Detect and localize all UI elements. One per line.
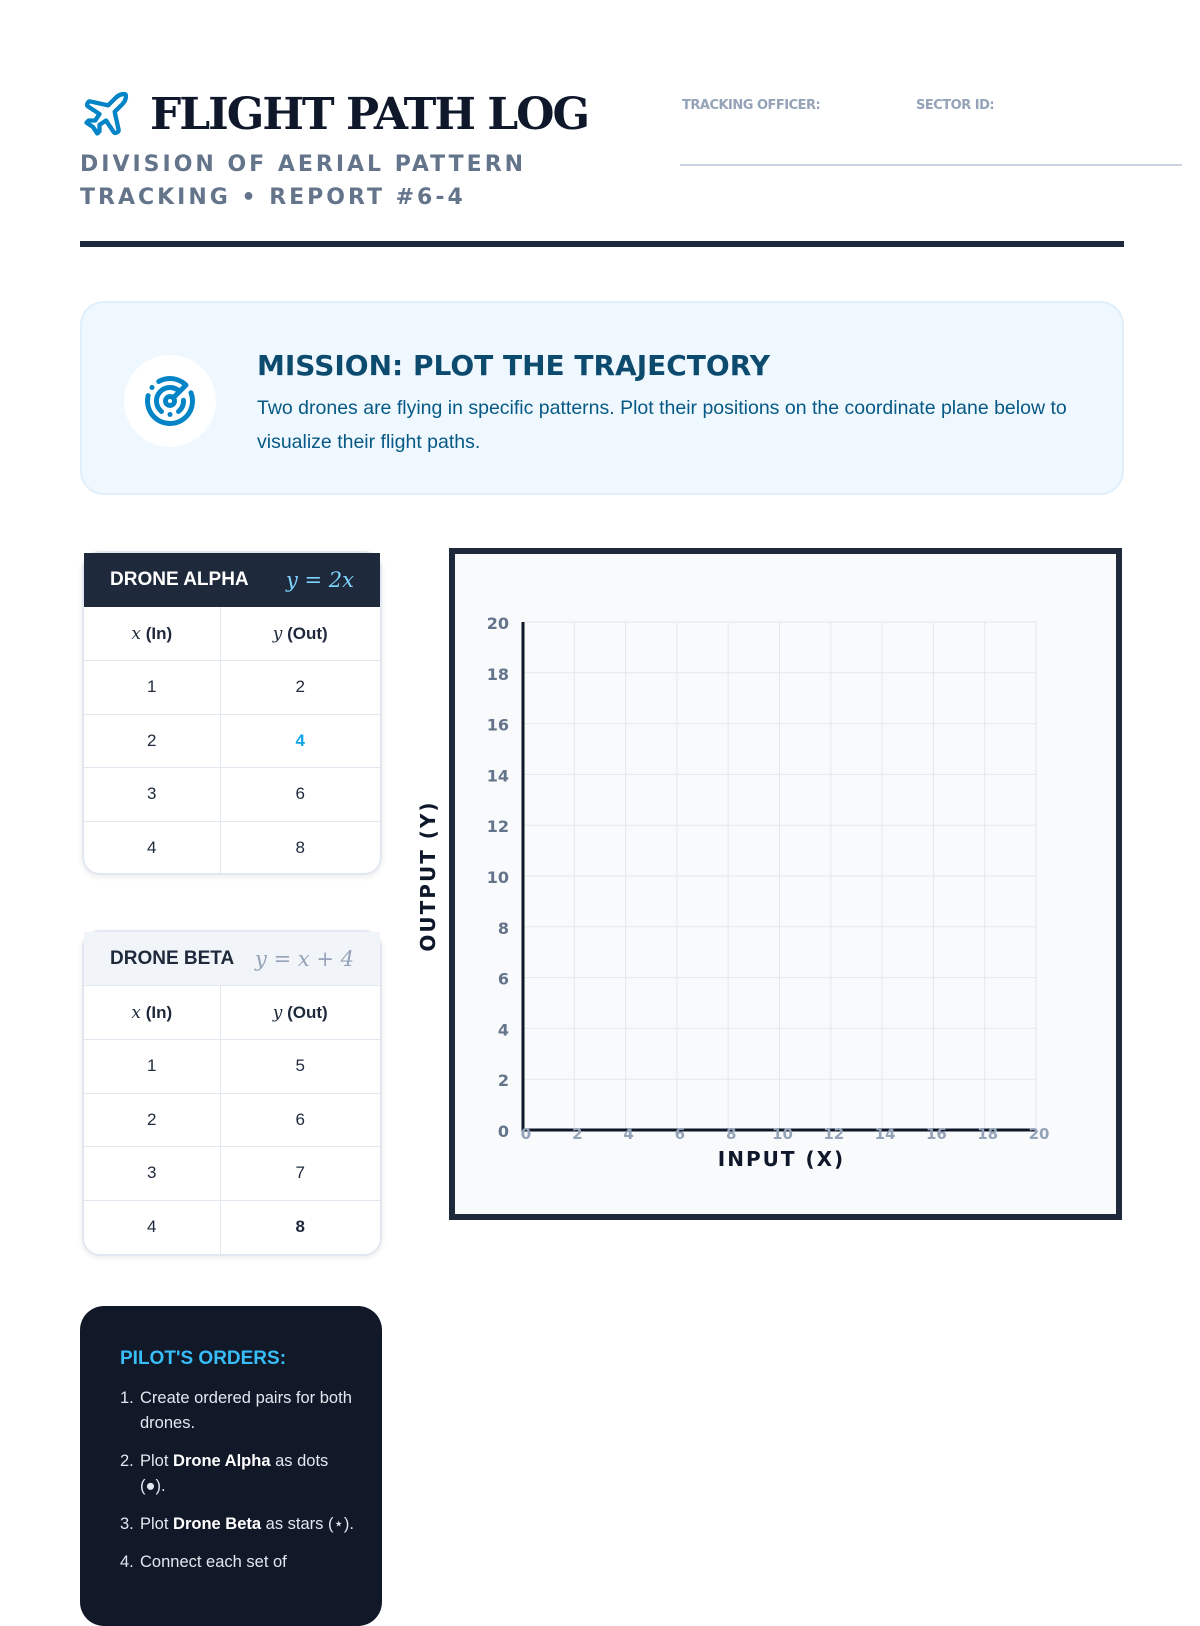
mission-text: Two drones are flying in specific patterns. Plot their positions on the coordinate plane below to visualize their flight paths.: [257, 397, 1067, 453]
tracking-officer-label: TRACKING OFFICER:: [682, 98, 821, 113]
y-cell[interactable]: 6: [220, 1093, 380, 1147]
y-cell[interactable]: 2: [220, 661, 380, 715]
drone-beta-equation: y = x + 4: [255, 946, 354, 971]
table-row: [84, 714, 380, 768]
x-tick-label: 4: [623, 1125, 634, 1143]
coordinate-plane[interactable]: [416, 548, 1122, 1220]
y-tick-label: 18: [486, 664, 509, 684]
title-row: [80, 84, 588, 144]
radar-icon: [143, 374, 197, 428]
y-tick-label: 8: [497, 918, 509, 938]
table-row: [84, 768, 380, 822]
column-header-x: x (In): [84, 607, 220, 661]
list-item: 4. Connect each set of: [120, 1553, 287, 1571]
table-row: [84, 1200, 380, 1254]
y-tick-label: 16: [486, 715, 509, 735]
x-cell: 1: [84, 661, 220, 715]
y-tick-label: 10: [486, 868, 509, 887]
airplane-icon: [80, 88, 132, 140]
x-axis-title: INPUT (X): [717, 1147, 846, 1171]
y-axis-title: OUTPUT (Y): [416, 800, 440, 952]
pilot-orders-title: PILOT'S ORDERS:: [120, 1348, 287, 1369]
x-cell: 4: [84, 821, 220, 875]
x-cell: 3: [84, 1147, 220, 1201]
drone-beta-name: DRONE BETA: [110, 947, 235, 969]
x-tick-label: 6: [674, 1125, 686, 1143]
pilot-orders-panel: [80, 1306, 382, 1626]
y-cell[interactable]: 8: [295, 1217, 305, 1236]
table-row: [84, 821, 380, 875]
y-tick-label: 20: [486, 614, 509, 633]
drone-alpha-table: [82, 551, 382, 875]
drone-beta-table: [82, 930, 382, 1256]
list-item: 1. Create ordered pairs for both drones.: [120, 1389, 352, 1432]
page-title: FLIGHT PATH LOG: [150, 88, 589, 140]
page-subtitle: DIVISION OF AERIAL PATTERN TRACKING • REPORT #6-4: [80, 152, 527, 210]
x-tick-label: 2: [572, 1125, 583, 1143]
x-tick-label: 12: [823, 1125, 845, 1143]
x-tick-label: 0: [520, 1125, 532, 1143]
column-header-y: y (Out): [220, 986, 380, 1040]
x-cell: 1: [84, 1040, 220, 1094]
drone-beta-header: [84, 932, 380, 986]
mission-box: [80, 301, 1124, 495]
header-fill-line[interactable]: [680, 164, 1182, 166]
y-tick-label: 12: [486, 817, 509, 837]
y-cell[interactable]: 6: [220, 768, 380, 822]
coordinate-plane-svg[interactable]: [416, 548, 1122, 1220]
x-tick-label: 8: [725, 1125, 737, 1143]
column-header-y: y (Out): [220, 607, 380, 661]
x-tick-label: 14: [874, 1125, 896, 1143]
x-cell: 2: [84, 714, 220, 768]
y-cell[interactable]: 8: [295, 838, 305, 857]
x-tick-label: 18: [977, 1125, 999, 1143]
pilot-orders-list: [120, 1386, 356, 1575]
y-tick-label: 6: [497, 969, 509, 989]
column-header-x: x (In): [84, 986, 220, 1040]
table-row: [84, 1040, 380, 1094]
x-cell: 4: [84, 1200, 220, 1254]
table-row: [84, 1147, 380, 1201]
table-row: [84, 1093, 380, 1147]
table-header-row: [84, 607, 380, 661]
mission-title: MISSION: PLOT THE TRAJECTORY: [257, 349, 771, 382]
list-item: 2. Plot Drone Alpha as dots (●).: [120, 1452, 329, 1495]
table-header-row: [84, 986, 380, 1040]
x-tick-label: 16: [925, 1125, 947, 1143]
y-tick-label: 14: [486, 766, 509, 786]
x-tick-label: 10: [772, 1125, 793, 1143]
header-divider: [80, 241, 1124, 247]
list-item: 3. Plot Drone Beta as stars (⋆).: [120, 1515, 354, 1533]
x-tick-label: 20: [1028, 1125, 1050, 1143]
drone-beta-values: [84, 986, 380, 1254]
y-tick-label: 0: [497, 1122, 509, 1141]
y-tick-label: 2: [497, 1071, 509, 1091]
x-cell: 2: [84, 1093, 220, 1147]
drone-alpha-equation: y = 2x: [285, 568, 354, 592]
radar-icon-badge: [124, 355, 216, 447]
y-cell[interactable]: 5: [220, 1040, 380, 1094]
y-cell[interactable]: 7: [220, 1147, 380, 1201]
drone-alpha-header: [84, 553, 380, 607]
x-cell: 3: [84, 768, 220, 822]
table-row: [84, 661, 380, 715]
y-cell[interactable]: 4: [220, 714, 380, 768]
drone-alpha-values: [84, 607, 380, 875]
drone-alpha-name: DRONE ALPHA: [110, 569, 249, 590]
y-tick-label: 4: [497, 1020, 509, 1040]
sector-id-label: SECTOR ID:: [916, 98, 995, 113]
